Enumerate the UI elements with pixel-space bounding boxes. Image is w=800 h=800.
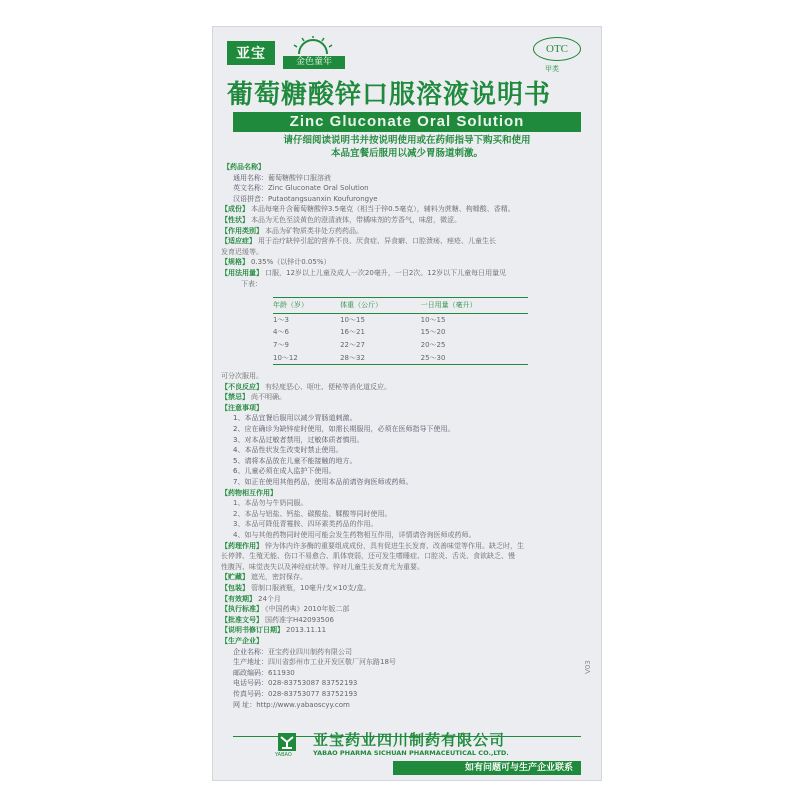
interactions-label: 【药物相互作用】 bbox=[221, 488, 277, 497]
warning-line-2: 本品宜餐后服用以减少胃肠道刺激。 bbox=[330, 148, 483, 159]
contra-value: 尚不明确。 bbox=[251, 393, 286, 402]
english-title-bar: Zinc Gluconate Oral Solution bbox=[233, 112, 581, 132]
usage-value: 口服，12岁以上儿童及成人一次20毫升，一日2次。12岁以下儿童每日用量见 bbox=[265, 268, 507, 277]
maker-name-value: 亚宝药业四川制药有限公司 bbox=[268, 647, 352, 656]
drug-name-label: 【药品名称】 bbox=[223, 163, 265, 171]
table-cell: 16～21 bbox=[340, 328, 365, 337]
sun-icon bbox=[293, 36, 333, 54]
table-cell: 10～12 bbox=[273, 352, 340, 365]
category-value: 本品为矿物质类非处方药药品。 bbox=[265, 226, 363, 235]
contra-label: 【禁忌】 bbox=[221, 393, 249, 402]
list-item: 6、儿童必须在成人监护下使用。 bbox=[233, 467, 336, 476]
maker-phone-value: 028-83753087 83752193 bbox=[268, 679, 358, 688]
validity-row bbox=[221, 594, 591, 605]
contra-row bbox=[221, 392, 591, 403]
list-item: 2、应在确诊为缺锌症时使用，如需长期服用，必须在医师指导下使用。 bbox=[233, 425, 455, 434]
english-name-label: 英文名称： bbox=[233, 184, 268, 193]
precautions-label: 【注意事项】 bbox=[221, 403, 263, 412]
storage-row bbox=[221, 572, 591, 583]
list-item: 1、本品宜餐后服用以减少胃肠道刺激。 bbox=[233, 414, 357, 423]
table-cell: 20～25 bbox=[420, 340, 446, 349]
maker-name-row: 企业名称：亚宝药业四川制药有限公司 bbox=[233, 647, 352, 656]
maker-address-row: 生产地址：四川省彭州市工业开发区敬厂河东路18号 bbox=[233, 658, 396, 667]
english-name-value: Zinc Gluconate Oral Solution bbox=[268, 184, 369, 193]
precautions-heading bbox=[221, 403, 591, 414]
adverse-row bbox=[221, 382, 591, 393]
dose-table bbox=[273, 297, 528, 365]
composition-row bbox=[221, 204, 591, 215]
warning-notice bbox=[233, 134, 581, 160]
brand-logo: 亚宝 bbox=[227, 41, 275, 65]
dose-table-header bbox=[273, 298, 528, 314]
validity-value: 24个月 bbox=[258, 594, 281, 603]
package-label: 【包装】 bbox=[221, 583, 249, 592]
table-row bbox=[273, 352, 528, 365]
dose-col-weight: 体重（公斤） bbox=[340, 298, 421, 314]
spec-label: 【规格】 bbox=[221, 258, 249, 267]
adverse-value: 有轻度恶心、呕吐、便秘等消化道反应。 bbox=[265, 382, 391, 391]
sub-brand-logo bbox=[283, 36, 345, 70]
standard-value: 《中国药典》2010年版二部 bbox=[265, 605, 350, 614]
table-cell: 25～30 bbox=[421, 352, 528, 365]
contact-note: 如有问题可与生产企业联系 bbox=[393, 761, 581, 775]
maker-zip-value: 611930 bbox=[268, 668, 295, 677]
list-item: 7、如正在使用其他药品，使用本品前请咨询医师或药师。 bbox=[233, 478, 413, 487]
approval-label: 【批准文号】 bbox=[221, 615, 263, 624]
table-cell: 28～32 bbox=[340, 352, 421, 365]
table-cell: 4～6 bbox=[273, 328, 289, 337]
after-table-note: 可分次服用。 bbox=[221, 372, 263, 381]
generic-name-value: 葡萄糖酸锌口服溶液 bbox=[268, 173, 331, 182]
list-item: 3、对本品过敏者禁用，过敏体质者慎用。 bbox=[233, 435, 364, 444]
pinyin-name-row bbox=[221, 194, 591, 205]
composition-label: 【成份】 bbox=[221, 205, 249, 214]
otc-badge: OTC bbox=[533, 37, 581, 61]
company-name-cn: 亚宝药业四川制药有限公司 bbox=[313, 731, 506, 749]
list-item: 4、如与其他药物同时使用可能会发生药物相互作用，详情请咨询医师或药师。 bbox=[233, 531, 476, 539]
list-item: 5、请将本品放在儿童不能接触的地方。 bbox=[233, 456, 357, 465]
maker-heading bbox=[221, 636, 591, 647]
maker-label: 【生产企业】 bbox=[221, 636, 263, 645]
dose-col-age: 年龄（岁） bbox=[273, 298, 340, 314]
list-item: 2、本品与铝盐、钙盐、碳酸盐、鞣酸等同时使用。 bbox=[233, 509, 392, 518]
table-row bbox=[273, 339, 528, 352]
indications-row-2 bbox=[221, 247, 591, 258]
revised-value: 2013.11.11 bbox=[286, 626, 327, 635]
category-label: 【作用类别】 bbox=[221, 226, 263, 235]
revised-label: 【说明书修订日期】 bbox=[221, 626, 284, 635]
pharm-value: 锌为体内许多酶的重要组成成份，具有促进生长发育、改善味觉等作用。缺乏时，生 bbox=[265, 541, 524, 550]
properties-label: 【性状】 bbox=[221, 215, 249, 224]
pharm-label: 【药理作用】 bbox=[221, 541, 263, 550]
company-name-en: YABAO PHARMA SICHUAN PHARMACEUTICAL CO.,LTD. bbox=[313, 749, 509, 757]
approval-value: 国药准字H42093506 bbox=[265, 615, 334, 624]
otc-class: 甲类 bbox=[545, 65, 559, 73]
table-cell: 7～9 bbox=[273, 340, 289, 349]
list-item: 4、本品性状发生改变时禁止使用。 bbox=[233, 446, 343, 455]
table-cell: 15～20 bbox=[420, 328, 446, 337]
standard-row bbox=[221, 604, 591, 615]
category-row bbox=[221, 226, 591, 237]
table-row bbox=[273, 313, 528, 326]
storage-label: 【贮藏】 bbox=[221, 573, 249, 582]
spec-value: 0.35%（以锌计0.05%） bbox=[251, 258, 331, 267]
list-item: 3、本品可降低青霉胺、四环素类药品的作用。 bbox=[233, 520, 378, 529]
table-cell: 1～3 bbox=[273, 315, 289, 324]
sub-brand-text: 金色童年 bbox=[283, 56, 345, 69]
pinyin-name-label: 汉语拼音： bbox=[233, 194, 268, 203]
maker-fax-value: 028-83753077 83752193 bbox=[268, 689, 358, 698]
usage-row bbox=[221, 268, 591, 279]
properties-value: 本品为无色至淡黄色的澄清液体，带橘味剂的芳香气，味甜，微涩。 bbox=[251, 215, 461, 224]
table-row bbox=[273, 326, 528, 339]
pharm-row-2: 长停滞、生殖无能、伤口不易愈合、肌体衰弱，还可发生嗜睡症、口腔炎、舌炎、食欲缺乏、慢 bbox=[221, 552, 515, 561]
table-cell: 10～15 bbox=[420, 315, 446, 324]
leaflet-header bbox=[213, 27, 601, 125]
maker-web-row: 网 址：http://www.yabaoscyy.com bbox=[233, 700, 350, 709]
maker-fax-row: 传真号码：028-83753077 83752193 bbox=[233, 689, 358, 698]
indications-row bbox=[221, 236, 591, 247]
pharm-row-3: 性腹泻、味觉丧失以及神经症状等。锌对儿童生长发育尤为重要。 bbox=[221, 562, 424, 571]
package-value: 管制口服液瓶，10毫升/支×10支/盒。 bbox=[251, 583, 371, 592]
maker-phone-row: 电话号码：028-83753087 83752193 bbox=[233, 679, 358, 688]
company-logo-sub: YABAO bbox=[275, 752, 292, 758]
composition-value: 本品每毫升含葡萄糖酸锌3.5毫克（相当于锌0.5毫克），辅料为蔗糖、枸橼酸、香精。 bbox=[251, 205, 515, 214]
approval-row bbox=[221, 615, 591, 626]
generic-name-label: 通用名称： bbox=[233, 173, 268, 182]
version-mark: V03 bbox=[583, 660, 592, 674]
indications-value: 用于治疗缺锌引起的营养不良、厌食症、异食癖、口腔溃疡、痤疮、儿童生长 bbox=[258, 237, 496, 246]
company-footer bbox=[213, 732, 601, 780]
indications-label: 【适应症】 bbox=[221, 237, 256, 246]
usage-value-2: 下表： bbox=[241, 279, 262, 288]
spec-row bbox=[221, 257, 591, 268]
revised-row bbox=[221, 625, 591, 636]
leaflet-sheet bbox=[213, 27, 601, 780]
maker-web-value: http://www.yabaoscyy.com bbox=[256, 700, 350, 709]
page-title: 葡萄糖酸锌口服溶液说明书 bbox=[227, 80, 552, 110]
usage-row-2 bbox=[221, 279, 591, 290]
list-item: 1、本品勿与牛奶同服。 bbox=[233, 499, 308, 508]
storage-value: 遮光，密封保存。 bbox=[251, 573, 307, 582]
interactions-heading bbox=[221, 488, 591, 499]
package-row bbox=[221, 583, 591, 594]
warning-line-1: 请仔细阅读说明书并按说明使用或在药师指导下购买和使用 bbox=[283, 135, 531, 146]
english-name-row bbox=[221, 183, 591, 194]
drug-name-heading bbox=[221, 162, 591, 173]
adverse-label: 【不良反应】 bbox=[221, 382, 263, 391]
properties-row bbox=[221, 215, 591, 226]
dose-col-amount: 一日用量（毫升） bbox=[421, 298, 528, 314]
generic-name-row bbox=[221, 173, 591, 184]
indications-value-2: 发育迟缓等。 bbox=[221, 247, 263, 256]
company-logo-icon bbox=[277, 732, 297, 752]
validity-label: 【有效期】 bbox=[221, 594, 256, 603]
table-cell: 22～27 bbox=[340, 340, 365, 349]
standard-label: 【执行标准】 bbox=[221, 605, 263, 614]
maker-zip-row: 邮政编码：611930 bbox=[233, 668, 295, 677]
table-cell: 10～15 bbox=[340, 315, 365, 324]
maker-address-value: 四川省彭州市工业开发区敬厂河东路18号 bbox=[268, 658, 396, 667]
usage-label: 【用法用量】 bbox=[221, 268, 263, 277]
pharm-row bbox=[221, 541, 591, 552]
leaflet-body bbox=[221, 162, 591, 710]
pinyin-name-value: Putaotangsuanxin Koufurongye bbox=[268, 194, 378, 203]
